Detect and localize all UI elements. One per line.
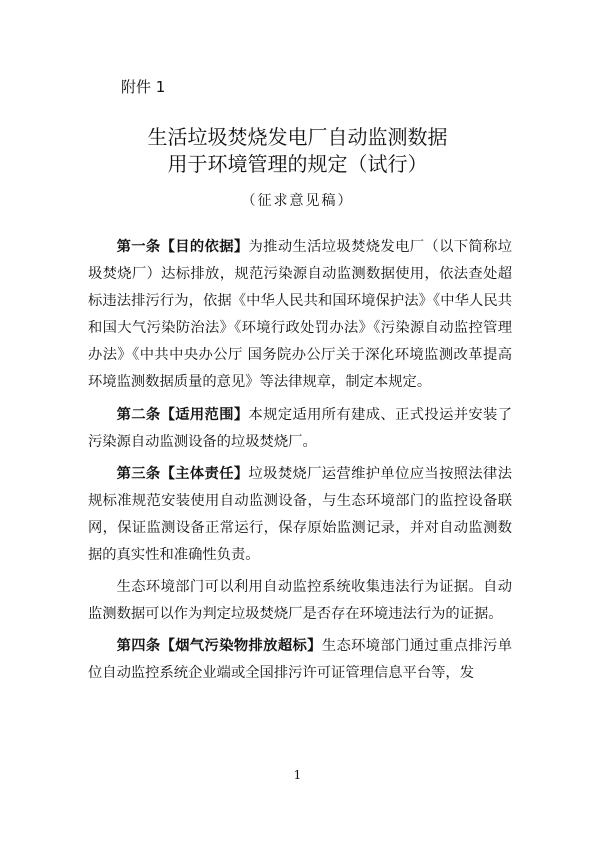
article-3-paragraph-2 <box>88 574 512 628</box>
article-text: 为推动生活垃圾焚烧发电厂（以下简称垃圾焚烧厂）达标排放，规范污染源自动监测数据使用，依法查处超标违法排污行为，依据《中华人民共和国环境保护法》《中华人民共和国大气污染防治法》《环境行政处罚办法》《污染源自动监控管理办法》《中共中央办公厅 国务院办公厅关于深化环境监测改革提高环境监测数据质量的意见》等法律规章，制定本规定。 <box>88 239 512 391</box>
document-title-line-1: 生活垃圾焚烧发电厂自动监测数据 <box>147 125 448 149</box>
page-number: 1 <box>293 768 302 782</box>
article-text: 生态环境部门通过重点排污单位自动监控系统企业端或全国排污许可证管理信息平台等，发 <box>88 638 513 682</box>
draft-label: （征求意见稿） <box>241 193 354 209</box>
article-label: 第四条【烟气污染物排放超标】 <box>116 638 322 655</box>
document-title-line-2: 用于环境管理的规定（试行） <box>167 152 428 176</box>
article-text: 本规定适用所有建成、正式投运并安装了污染源自动监测设备的垃圾焚烧厂。 <box>88 406 512 450</box>
article-text: 垃圾焚烧厂运营维护单位应当按照法律法规标准规范安装使用自动监测设备，与生态环境部门的监控设备联网，保证监测设备正常运行，保存原始监测记录，并对自动监测数据的真实性和准确性负责。 <box>88 465 512 564</box>
article-text: 生态环境部门可以利用自动监控系统收集违法行为证据。自动监测数据可以作为判定垃圾焚烧厂是否存在环境违法行为的证据。 <box>88 579 512 623</box>
article-label: 第三条【主体责任】 <box>116 465 249 482</box>
article-1 <box>88 234 512 397</box>
article-3 <box>88 461 512 569</box>
article-4 <box>88 633 512 687</box>
article-label: 第一条【目的依据】 <box>116 239 249 255</box>
attachment-label: 附件 1 <box>121 78 166 96</box>
article-2 <box>88 402 512 456</box>
document-body <box>88 234 512 693</box>
article-label: 第二条【适用范围】 <box>116 406 249 423</box>
